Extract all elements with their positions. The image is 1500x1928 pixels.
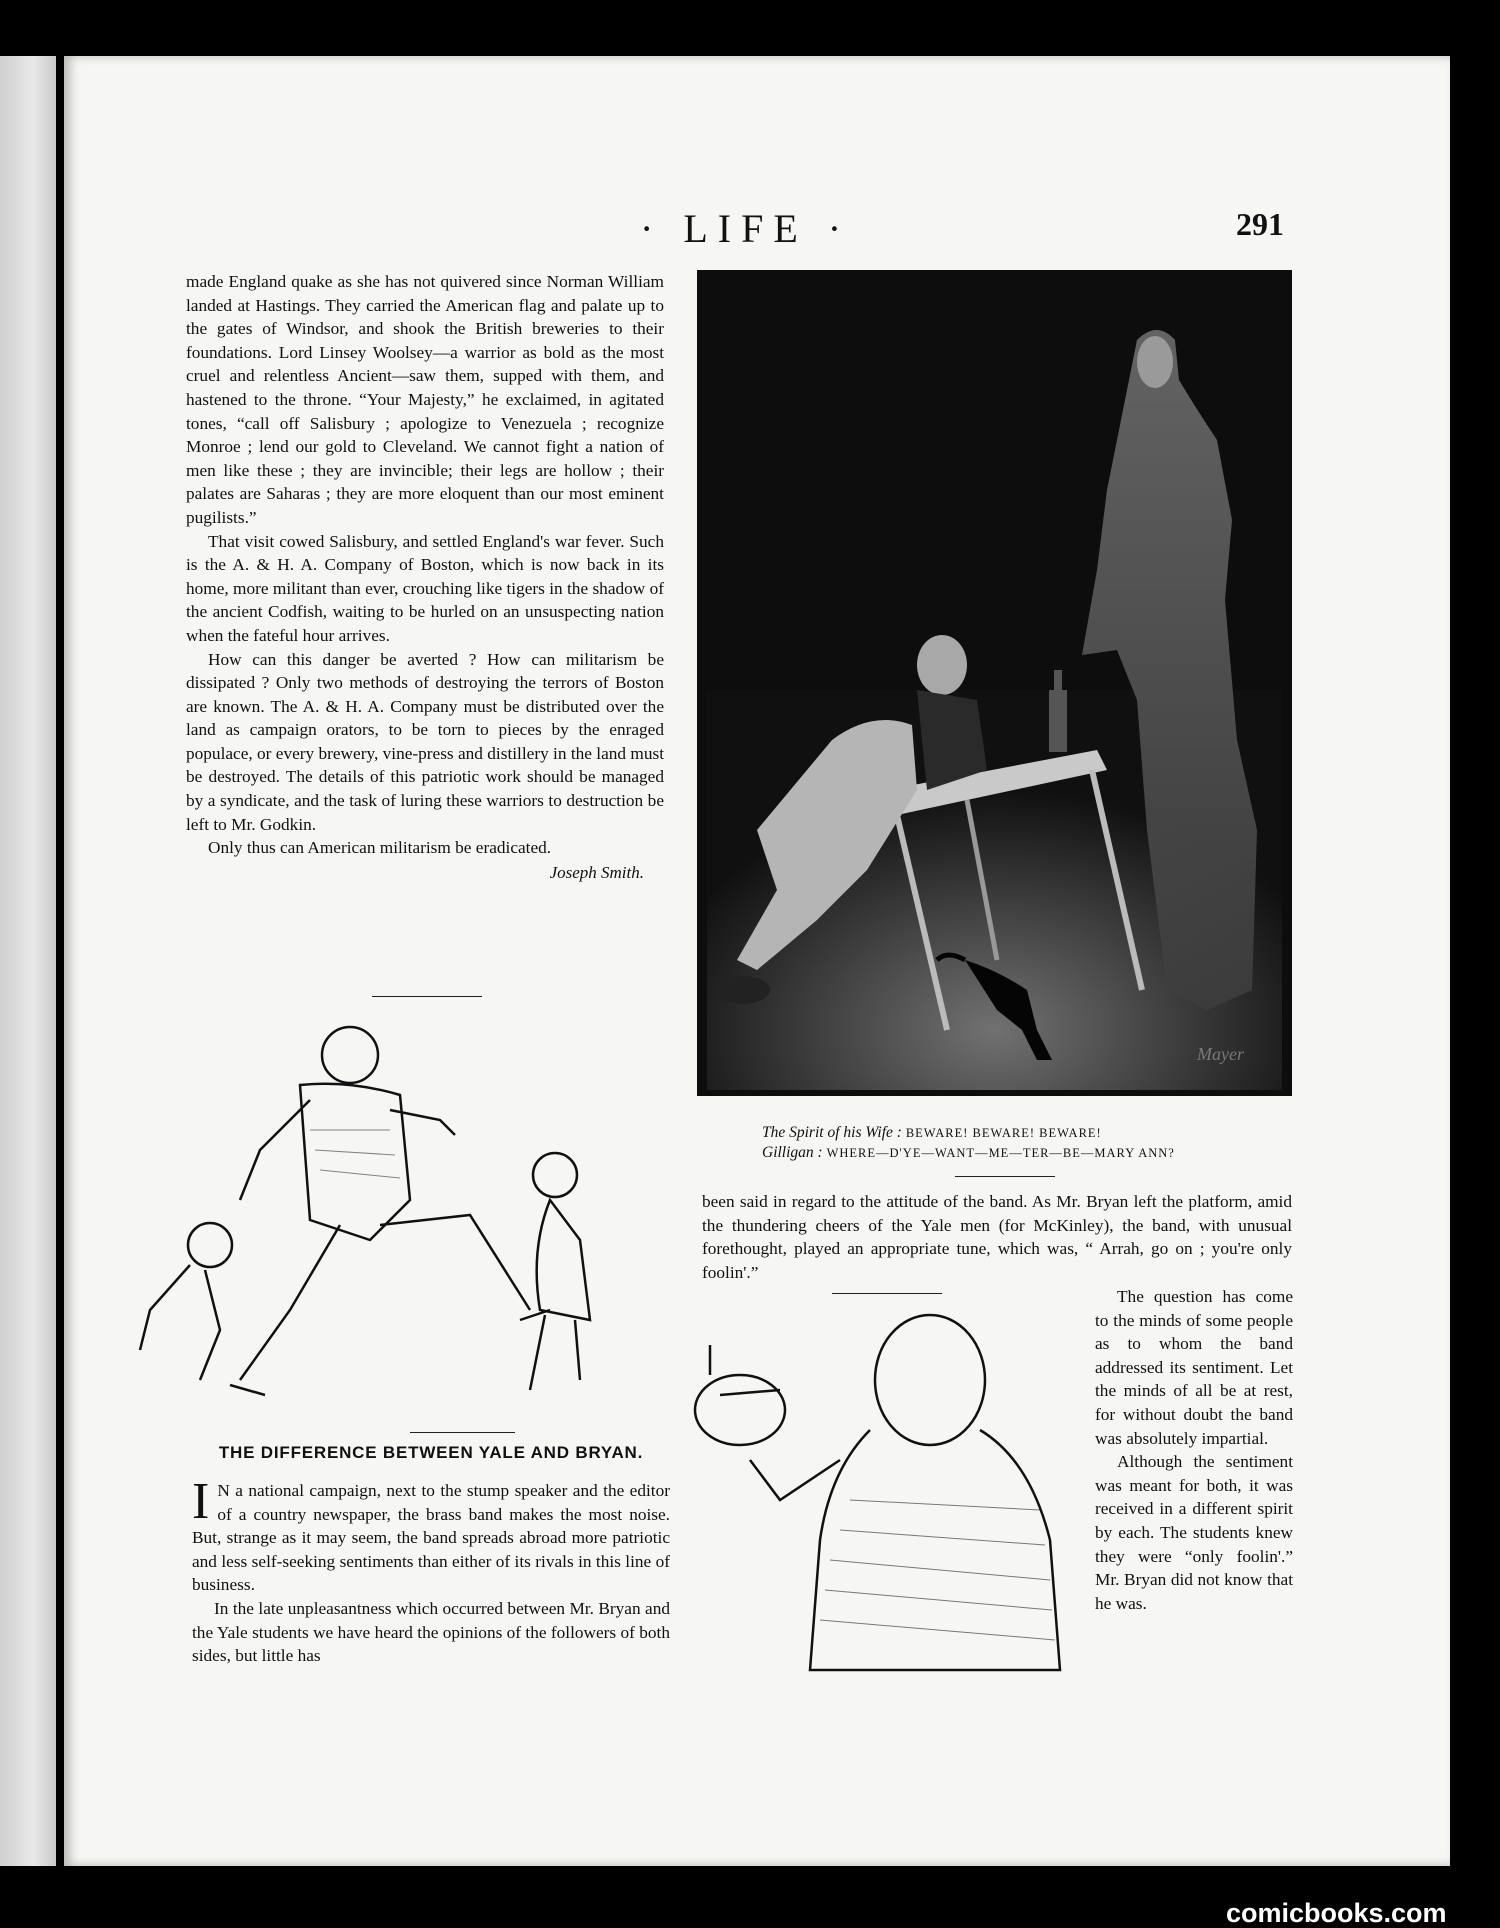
paragraph: been said in regard to the attitude of the band. As Mr. Bryan left the platform, amid the thundering cheers of the Yale men (for McKinley), the band, with unusual forethought, played an appropriate tune, which was, “ Arrah, go on ; you're only foolin'.” — [702, 1192, 1292, 1282]
caption-speaker: Gilligan : — [762, 1144, 823, 1161]
article-column-narrow — [1095, 1285, 1293, 1615]
paragraph: Although the sentiment was meant for both, it was received in a different spirit by each. The students knew they were “only foolin'.” Mr. Bryan did not know that he was. — [1095, 1452, 1293, 1613]
paragraph — [192, 1473, 670, 1597]
section-divider — [372, 996, 482, 997]
caption-speaker: The Spirit of his Wife : — [762, 1124, 902, 1141]
section-divider — [832, 1293, 942, 1294]
drop-cap: I — [192, 1473, 210, 1530]
paragraph: That visit cowed Salisbury, and settled England's war fever. Such is the A. & H. A. Company of Boston, which is now back in its home, more militant than ever, crouching like tigers in the shadow of the ancient Codfish, waiting to be hurled on an unsuspecting nation when the fateful hour arrives. — [186, 531, 664, 645]
section-divider — [410, 1432, 515, 1433]
masthead: · LIFE · — [640, 206, 852, 251]
previous-page-edge — [0, 56, 56, 1866]
paragraph: In the late unpleasantness which occurred between Mr. Bryan and the Yale students we have heard the opinions of the followers of both sides, but little has — [192, 1598, 670, 1666]
paragraph-text: N a national campaign, next to the stump speaker and the editor of a country newspaper, the brass band makes the most noise. But, strange as it may seem, the band spreads abroad more patriotic and less self-seeking sentiments than either of its rivals in this line of business. — [192, 1481, 670, 1595]
fat-man-with-dog-cartoon — [680, 1300, 1090, 1680]
dancing-man-cartoon — [110, 1010, 670, 1410]
article-headline: THE DIFFERENCE BETWEEN YALE AND BRYAN. — [218, 1443, 644, 1462]
paragraph: made England quake as she has not quivered since Norman William landed at Hastings. They carried the American flag and palate up to the gates of Windsor, and shook the British breweries to their foundations. Lord Linsey Woolsey—a warrior as bold as the most cruel and relentless Ancient—saw them, supped with them, and hastened to the throne. “Your Majesty,” he exclaimed, in agitated tones, “call off Salisbury ; apologize to Venezuela ; recognize Monroe ; lend our gold to Cleveland. We cannot fight a nation of men like these ; they are invincible; their legs are hollow ; their palates are Saharas ; they are more eloquent than our most eminent pugilists.” — [186, 272, 664, 527]
article-column-left — [186, 270, 664, 884]
article-column-left-bottom — [192, 1473, 670, 1668]
section-divider — [955, 1176, 1055, 1177]
spirit-of-wife-illustration — [697, 270, 1292, 1096]
site-watermark: comicbooks.com — [1226, 1898, 1447, 1928]
caption-line-1 — [762, 1123, 1300, 1143]
page-number: 291 — [1236, 206, 1284, 242]
paragraph: How can this danger be averted ? How can militarism be dissipated ? Only two methods of destroying the terrors of Boston are known. The A. & H. A. Company must be distributed over the land as campaign orators, to be torn to pieces by the enraged populace, or every brewery, vine-press and distillery in the land must be destroyed. The details of this patriotic work should be managed by a syndicate, and the task of luring these warriors to destruction be left to Mr. Godkin. — [186, 649, 664, 834]
caption-dialogue: BEWARE! BEWARE! BEWARE! — [905, 1126, 1102, 1140]
paragraph: The question has come to the minds of some people as to whom the band addressed its sentiment. Let the minds of all be at rest, for without doubt the band was absolutely impartial. — [1095, 1287, 1293, 1448]
caption-dialogue: WHERE—D'YE—WANT—ME—TER—BE—MARY ANN? — [826, 1146, 1175, 1160]
caption-line-2 — [762, 1143, 1300, 1163]
cartoon-artwork — [110, 1010, 670, 1410]
illustration-caption — [700, 1123, 1300, 1163]
artist-signature: Mayer — [1197, 1044, 1244, 1064]
paragraph: Only thus can American militarism be eradicated. — [208, 838, 552, 858]
illustration-artwork — [697, 270, 1292, 1096]
author-signature: Joseph Smith. — [549, 862, 644, 882]
cartoon-artwork — [680, 1300, 1090, 1680]
article-column-right — [702, 1190, 1292, 1284]
